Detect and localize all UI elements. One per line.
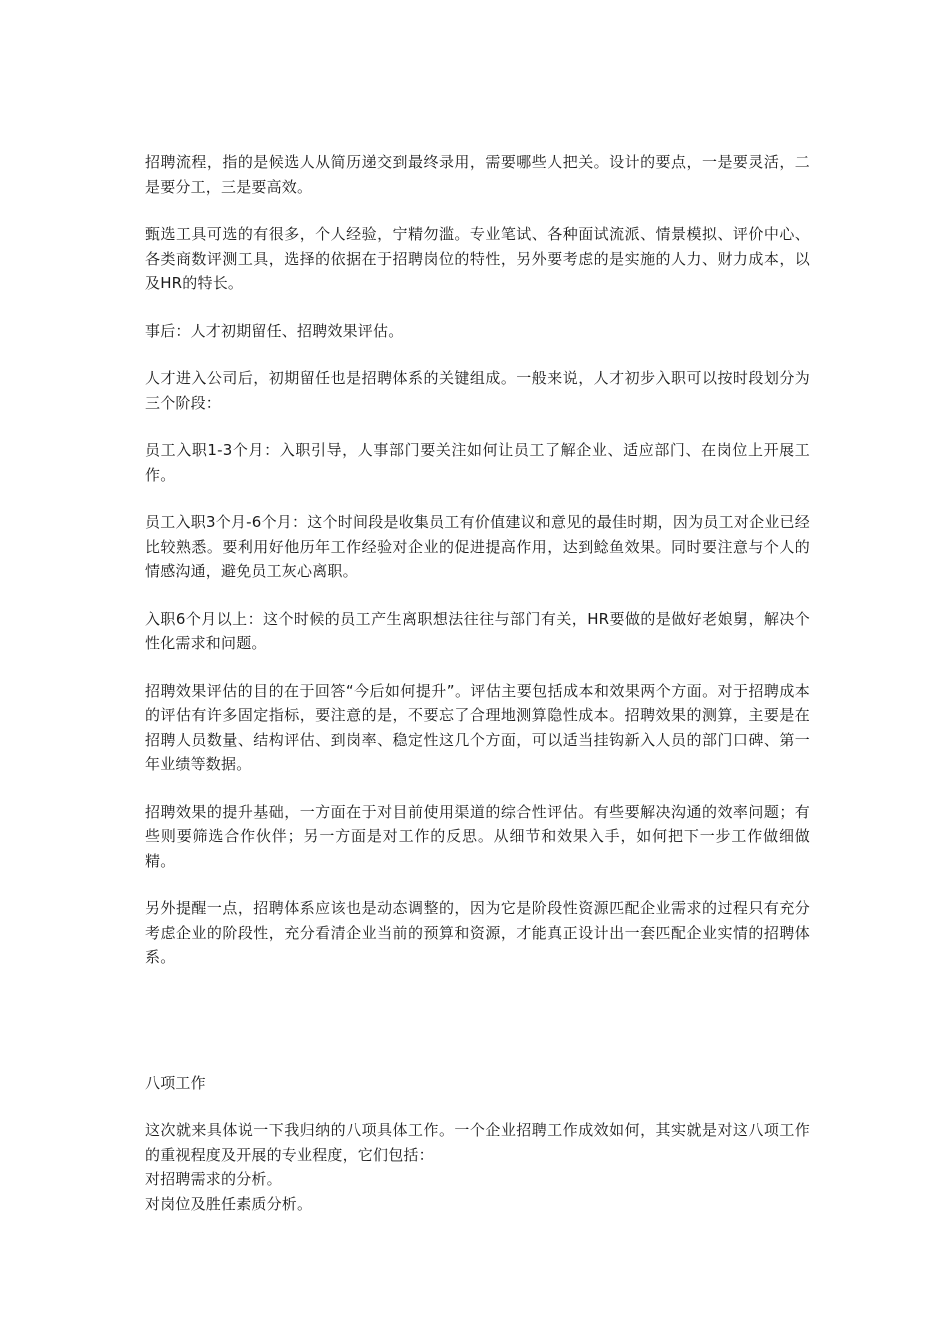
section-intro: 这次就来具体说一下我归纳的八项具体工作。一个企业招聘工作成效如何，其实就是对这八项工作的重视程度及开展的专业程度，它们包括： [145,1121,810,1164]
list-item: 对岗位及胜任素质分析。 [145,1194,313,1213]
paragraph-stage-6-plus-months: 入职6个月以上：这个时候的员工产生离职想法往往与部门有关，HR要做的是做好老娘舅，解决个性化需求和问题。 [145,609,810,652]
paragraph-improvement-basis: 招聘效果的提升基础，一方面在于对目前使用渠道的综合性评估。有些要解决沟通的效率问题；有些则要筛选合作伙伴；另一方面是对工作的反思。从细节和效果入手，如何把下一步工作做细做精。 [145,802,810,870]
document-page [145,150,810,1216]
paragraph-stage-3-6-months: 员工入职3个月-6个月：这个时间段是收集员工有价值建议和意见的最佳时期，因为员工对企业已经比较熟悉。要利用好他历年工作经验对企业的促进提高作用，达到鲶鱼效果。同时要注意与个人的情感沟通，避免员工灰心离职。 [145,513,810,580]
section-spacer [145,993,810,1071]
paragraph-retention-intro: 人才进入公司后，初期留任也是招聘体系的关键组成。一般来说，人才初步入职可以按时段划分为三个阶段： [145,369,810,412]
section-heading: 八项工作 [145,1073,206,1092]
paragraph-dynamic-adjustment: 另外提醒一点，招聘体系应该也是动态调整的，因为它是阶段性资源匹配企业需求的过程只有充分考虑企业的阶段性，充分看清企业当前的预算和资源，才能真正设计出一套匹配企业实情的招聘体系。 [145,899,810,966]
paragraph-afterwards: 事后：人才初期留任、招聘效果评估。 [145,321,404,340]
paragraph-effect-evaluation: 招聘效果评估的目的在于回答“今后如何提升”。评估主要包括成本和效果两个方面。对于招聘成本的评估有许多固定指标，要注意的是，不要忘了合理地测算隐性成本。招聘效果的测算，主要是在招聘人员数量、结构评估、到岗率、稳定性这几个方面，可以适当挂钩新入人员的部门口碑、第一年业绩等数据。 [145,681,810,773]
paragraph-stage-1-3-months: 员工入职1-3个月：入职引导，人事部门要关注如何让员工了解企业、适应部门、在岗位上开展工作。 [145,441,810,484]
paragraph-recruitment-process: 招聘流程，指的是候选人从简历递交到最终录用，需要哪些人把关。设计的要点，一是要灵活，二是要分工，三是要高效。 [145,153,810,196]
paragraph-selection-tools: 甄选工具可选的有很多，个人经验，宁精勿滥。专业笔试、各种面试流派、情景模拟、评价中心、各类商数评测工具，选择的依据在于招聘岗位的特性，另外要考虑的是实施的人力、财力成本，以及HR的特长。 [145,225,810,292]
list-item: 对招聘需求的分析。 [145,1170,282,1188]
